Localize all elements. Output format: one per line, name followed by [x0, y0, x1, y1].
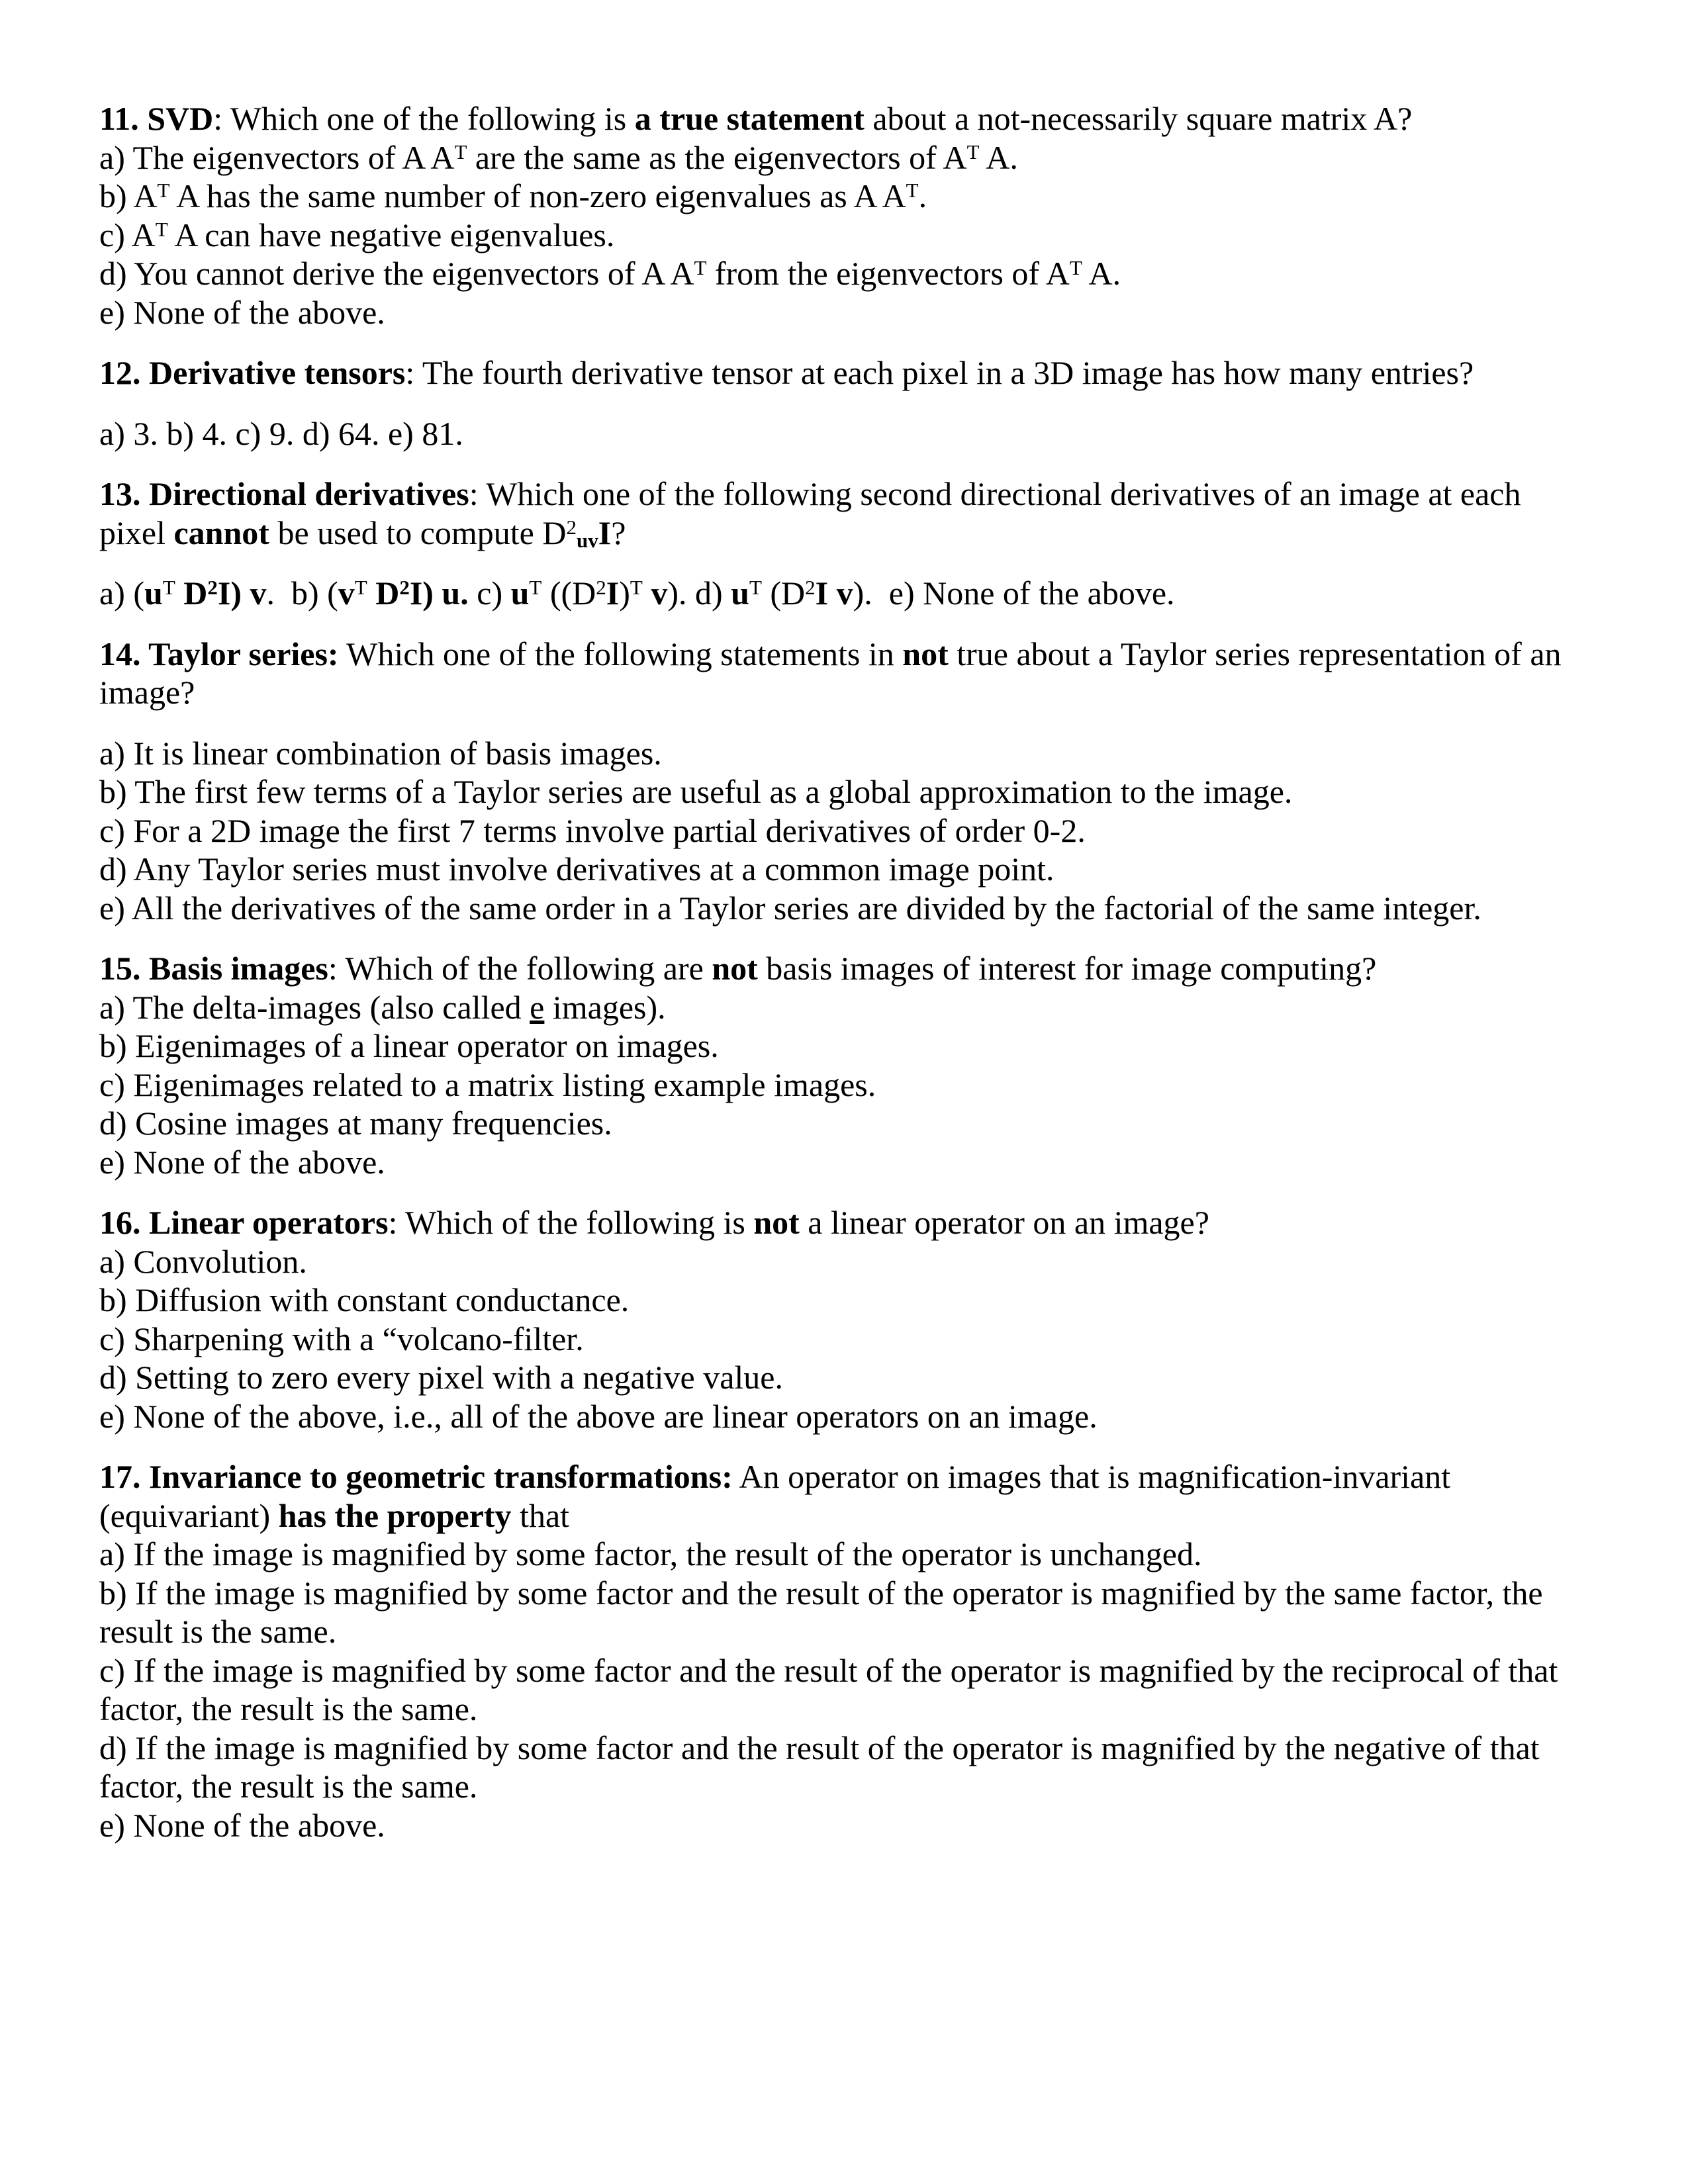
text-segment: 14. Taylor series:: [99, 635, 339, 672]
text-segment: D: [367, 574, 400, 612]
text-segment: d) Any Taylor series must involve derivatives at a common image point.: [99, 850, 1055, 887]
text-segment: A.: [1082, 255, 1121, 292]
text-line: [99, 574, 1572, 613]
question-17-body: [99, 1457, 1572, 1844]
text-segment: I) u.: [409, 574, 469, 612]
text-segment: I: [606, 574, 620, 612]
text-segment: D: [175, 574, 208, 612]
text-line: [99, 988, 1572, 1027]
text-segment: 15. Basis images: [99, 950, 328, 987]
text-segment: images).: [544, 988, 666, 1026]
text-line: [99, 216, 1572, 255]
text-segment: T: [529, 576, 542, 600]
text-segment: Which one of the following statements in: [338, 635, 903, 672]
text-segment: u: [510, 574, 530, 612]
question-14-stem: [99, 635, 1572, 712]
text-segment: a) 3. b) 4. c) 9. d) 64. e) 81.: [99, 414, 463, 452]
text-segment: T: [630, 576, 643, 600]
text-segment: not: [712, 950, 758, 987]
text-line: [99, 772, 1572, 811]
question-11-body: [99, 99, 1572, 332]
text-segment: a) It is linear combination of basis images.: [99, 734, 662, 772]
text-line: [99, 1203, 1572, 1242]
text-segment: T: [694, 256, 707, 280]
text-line: [99, 1651, 1572, 1729]
text-segment: a) The eigenvectors of A A: [99, 138, 455, 176]
question-12-stem: [99, 353, 1572, 392]
text-line: [99, 1574, 1572, 1651]
text-segment: 2: [399, 576, 410, 600]
text-line: [99, 1026, 1572, 1066]
question-12-options: [99, 414, 1572, 453]
text-segment: a) (: [99, 574, 144, 612]
text-segment: T: [354, 576, 367, 600]
text-line: [99, 293, 1572, 332]
text-segment: T: [906, 179, 919, 203]
text-segment: has the property: [278, 1496, 512, 1534]
text-segment: ((D: [541, 574, 596, 612]
text-segment: T: [749, 576, 762, 600]
text-line: [99, 1729, 1572, 1806]
question-14-taylor-series: [99, 635, 1572, 928]
text-line: [99, 1397, 1572, 1436]
text-segment: u: [731, 574, 749, 612]
text-line: [99, 635, 1572, 712]
text-segment: e) None of the above.: [99, 293, 385, 331]
text-segment: not: [753, 1204, 800, 1241]
text-segment: v: [338, 574, 355, 612]
text-segment: : Which of the following is: [388, 1204, 754, 1241]
text-segment: . b) (: [266, 574, 338, 612]
text-segment: 11. SVD: [99, 100, 214, 137]
text-segment: 16. Linear operators: [99, 1204, 389, 1241]
text-segment: b) Diffusion with constant conductance.: [99, 1281, 630, 1318]
question-13-stem: [99, 475, 1572, 552]
text-segment: u: [144, 574, 163, 612]
text-line: [99, 1242, 1572, 1281]
text-segment: c) Sharpening with a “volcano-filter.: [99, 1320, 584, 1357]
text-segment: true about a Taylor series representation of an image?: [99, 635, 1570, 711]
text-segment: b) The first few terms of a Taylor series are useful as a global approximation to the image.: [99, 773, 1293, 810]
text-segment: e) None of the above.: [99, 1143, 385, 1181]
text-segment: I v: [815, 574, 853, 612]
text-line: [99, 1066, 1572, 1105]
text-segment: 17. Invariance to geometric transformations:: [99, 1458, 733, 1495]
question-12-derivative-tensors: [99, 353, 1572, 453]
text-segment: ?: [611, 514, 626, 551]
text-line: [99, 850, 1572, 889]
text-segment: b) If the image is magnified by some factor and the result of the operator is magnified by the same factor, the result is the same.: [99, 1574, 1552, 1650]
text-segment: e: [530, 988, 545, 1026]
text-segment: basis images of interest for image computing?: [757, 950, 1377, 987]
text-line: [99, 949, 1572, 988]
text-segment: are the same as the eigenvectors of A: [467, 138, 967, 176]
text-line: [99, 138, 1572, 177]
text-segment: c): [468, 574, 511, 612]
text-segment: ). d): [667, 574, 731, 612]
text-segment: v: [651, 574, 668, 612]
text-segment: d) Cosine images at many frequencies.: [99, 1105, 612, 1142]
text-segment: T: [162, 576, 175, 600]
text-line: [99, 889, 1572, 928]
text-segment: e) None of the above, i.e., all of the above are linear operators on an image.: [99, 1397, 1098, 1435]
text-segment: a linear operator on an image?: [799, 1204, 1209, 1241]
text-line: [99, 1143, 1572, 1182]
text-segment: e) None of the above.: [99, 1806, 385, 1844]
text-segment: : Which one of the following second directional derivatives of an image at each pixel: [99, 475, 1529, 551]
question-13-options: [99, 574, 1572, 613]
text-segment: 2: [805, 576, 816, 600]
text-segment: An operator on images that is magnification-invariant (equivariant): [99, 1458, 1459, 1534]
question-17-invariance: [99, 1457, 1572, 1844]
text-segment: 13. Directional derivatives: [99, 475, 469, 512]
question-15-basis-images: [99, 949, 1572, 1181]
text-line: [99, 254, 1572, 293]
text-segment: d) Setting to zero every pixel with a negative value.: [99, 1359, 783, 1396]
text-segment: not: [902, 635, 949, 672]
text-segment: c) For a 2D image the first 7 terms involve partial derivatives of order 0-2.: [99, 811, 1086, 849]
text-segment: I) v: [217, 574, 267, 612]
text-line: [99, 475, 1572, 552]
text-segment: A can have negative eigenvalues.: [167, 216, 615, 253]
text-segment: A.: [979, 138, 1018, 176]
text-segment: T: [155, 217, 168, 241]
text-segment: T: [157, 179, 170, 203]
text-segment: : Which one of the following is: [213, 100, 635, 137]
text-segment: T: [966, 140, 980, 163]
text-segment: : Which of the following are: [328, 950, 712, 987]
text-segment: T: [1069, 256, 1082, 280]
text-segment: d) You cannot derive the eigenvectors of A A: [99, 255, 694, 292]
text-segment: T: [454, 140, 467, 163]
text-segment: 2: [566, 515, 577, 539]
text-segment: b) Eigenimages of a linear operator on images.: [99, 1027, 719, 1064]
text-line: [99, 1535, 1572, 1574]
text-segment: be used to compute D: [269, 514, 567, 551]
text-segment: c) Eigenimages related to a matrix listing example images.: [99, 1066, 876, 1103]
text-segment: e) All the derivatives of the same order in a Taylor series are divided by the factorial of the same integer.: [99, 889, 1481, 927]
text-line: [99, 1457, 1572, 1535]
text-segment: I: [598, 514, 612, 551]
text-segment: 2: [596, 576, 606, 600]
question-16-body: [99, 1203, 1572, 1435]
text-segment: c) If the image is magnified by some factor and the result of the operator is magnified by the reciprocal of that factor, the result is the same.: [99, 1651, 1566, 1727]
text-segment: c) A: [99, 216, 156, 253]
text-segment: (D: [761, 574, 806, 612]
text-segment: a) If the image is magnified by some factor, the result of the operator is unchanged.: [99, 1535, 1202, 1572]
text-segment: about a not-necessarily square matrix A?: [864, 100, 1413, 137]
text-segment: ). e) None of the above.: [853, 574, 1175, 612]
question-16-linear-operators: [99, 1203, 1572, 1435]
text-segment: that: [511, 1496, 570, 1534]
text-line: [99, 1104, 1572, 1143]
text-segment: 12. Derivative tensors: [99, 354, 406, 391]
text-segment: b) A: [99, 177, 158, 214]
text-line: [99, 177, 1572, 216]
text-segment: cannot: [173, 514, 269, 551]
text-segment: a true statement: [634, 100, 865, 137]
text-segment: A has the same number of non-zero eigenvalues as A A: [169, 177, 906, 214]
text-segment: : The fourth derivative tensor at each pixel in a 3D image has how many entries?: [405, 354, 1474, 391]
text-line: [99, 1806, 1572, 1845]
text-segment: a) The delta-images (also called: [99, 988, 530, 1026]
text-segment: d) If the image is magnified by some factor and the result of the operator is magnified by the negative of that factor, the result is the same.: [99, 1729, 1548, 1805]
text-segment: from the eigenvectors of A: [706, 255, 1070, 292]
text-segment: .: [918, 177, 927, 214]
text-line: [99, 1358, 1572, 1397]
text-line: [99, 811, 1572, 850]
text-segment: uv: [576, 529, 598, 553]
text-line: [99, 414, 1572, 453]
question-15-body: [99, 949, 1572, 1181]
text-line: [99, 353, 1572, 392]
text-segment: 2: [207, 576, 218, 600]
text-segment: a) Convolution.: [99, 1242, 307, 1280]
text-line: [99, 99, 1572, 138]
text-segment: [643, 574, 651, 612]
text-line: [99, 734, 1572, 773]
text-line: [99, 1281, 1572, 1320]
question-14-options: [99, 734, 1572, 928]
text-line: [99, 1320, 1572, 1359]
question-13-directional-derivatives: [99, 475, 1572, 613]
text-segment: ): [619, 574, 630, 612]
question-11-svd: [99, 99, 1572, 332]
